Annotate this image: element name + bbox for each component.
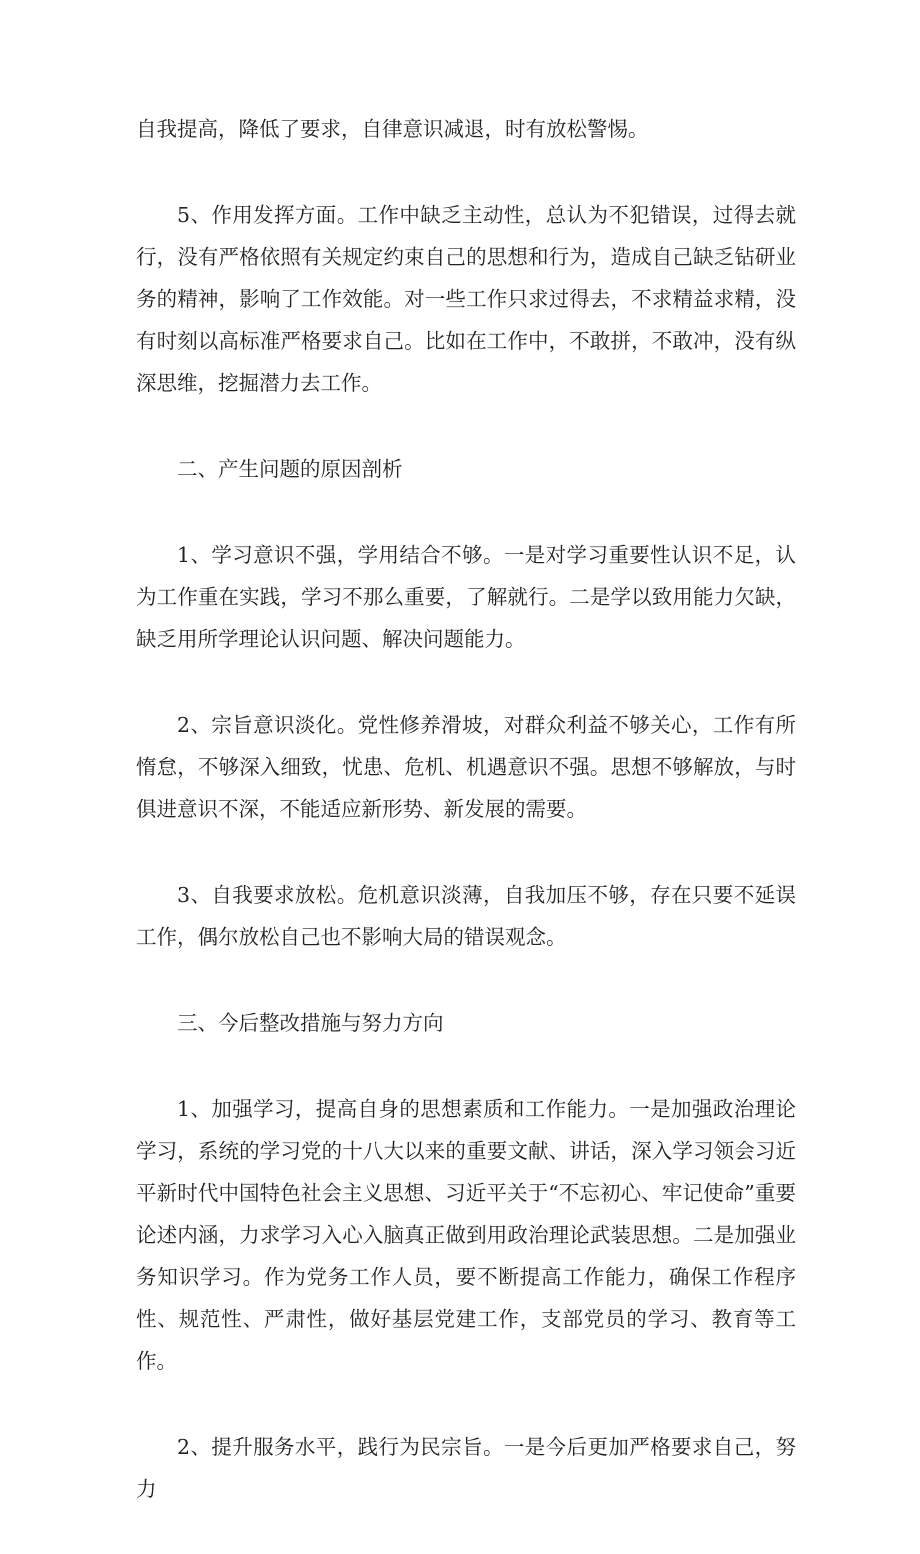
paragraph-continuation: 自我提高，降低了要求，自律意识减退，时有放松警惕。 — [136, 117, 649, 141]
paragraph-cause-3: 3、自我要求放松。危机意识淡薄，自我加压不够，存在只要不延误工作，偶尔放松自己也不影响大局的错误观念。 — [136, 883, 796, 949]
paragraph-cause-2: 2、宗旨意识淡化。党性修养滑坡，对群众利益不够关心，工作有所惰怠，不够深入细致，忧患、危机、机遇意识不强。思想不够解放，与时俱进意识不深，不能适应新形势、新发展的需要。 — [136, 713, 796, 821]
section-heading-3: 三、今后整改措施与努力方向 — [177, 1011, 444, 1035]
section-heading-2: 二、产生问题的原因剖析 — [177, 457, 403, 481]
paragraph-cause-1: 1、学习意识不强，学用结合不够。一是对学习重要性认识不足，认为工作重在实践，学习不那么重要，了解就行。二是学以致用能力欠缺，缺乏用所学理论认识问题、解决问题能力。 — [136, 543, 796, 651]
paragraph-5-role: 5、作用发挥方面。工作中缺乏主动性，总认为不犯错误，过得去就行，没有严格依照有关规定约束自己的思想和行为，造成自己缺乏钻研业务的精神，影响了工作效能。对一些工作只求过得去，不求精益求精，没有时刻以高标准严格要求自己。比如在工作中，不敢拼，不敢冲，没有纵深思维，挖掘潜力去工作。 — [136, 203, 796, 395]
paragraph-measure-2: 2、提升服务水平，践行为民宗旨。一是今后更加严格要求自己，努力 — [136, 1435, 796, 1501]
paragraph-measure-1: 1、加强学习，提高自身的思想素质和工作能力。一是加强政治理论学习，系统的学习党的十八大以来的重要文献、讲话，深入学习领会习近平新时代中国特色社会主义思想、习近平关于“不忘初心、牢记使命”重要论述内涵，力求学习入心入脑真正做到用政治理论武装思想。二是加强业务知识学习。作为党务工作人员，要不断提高工作能力，确保工作程序性、规范性、严肃性，做好基层党建工作，支部党员的学习、教育等工作。 — [136, 1097, 796, 1373]
document-body — [136, 108, 796, 1554]
